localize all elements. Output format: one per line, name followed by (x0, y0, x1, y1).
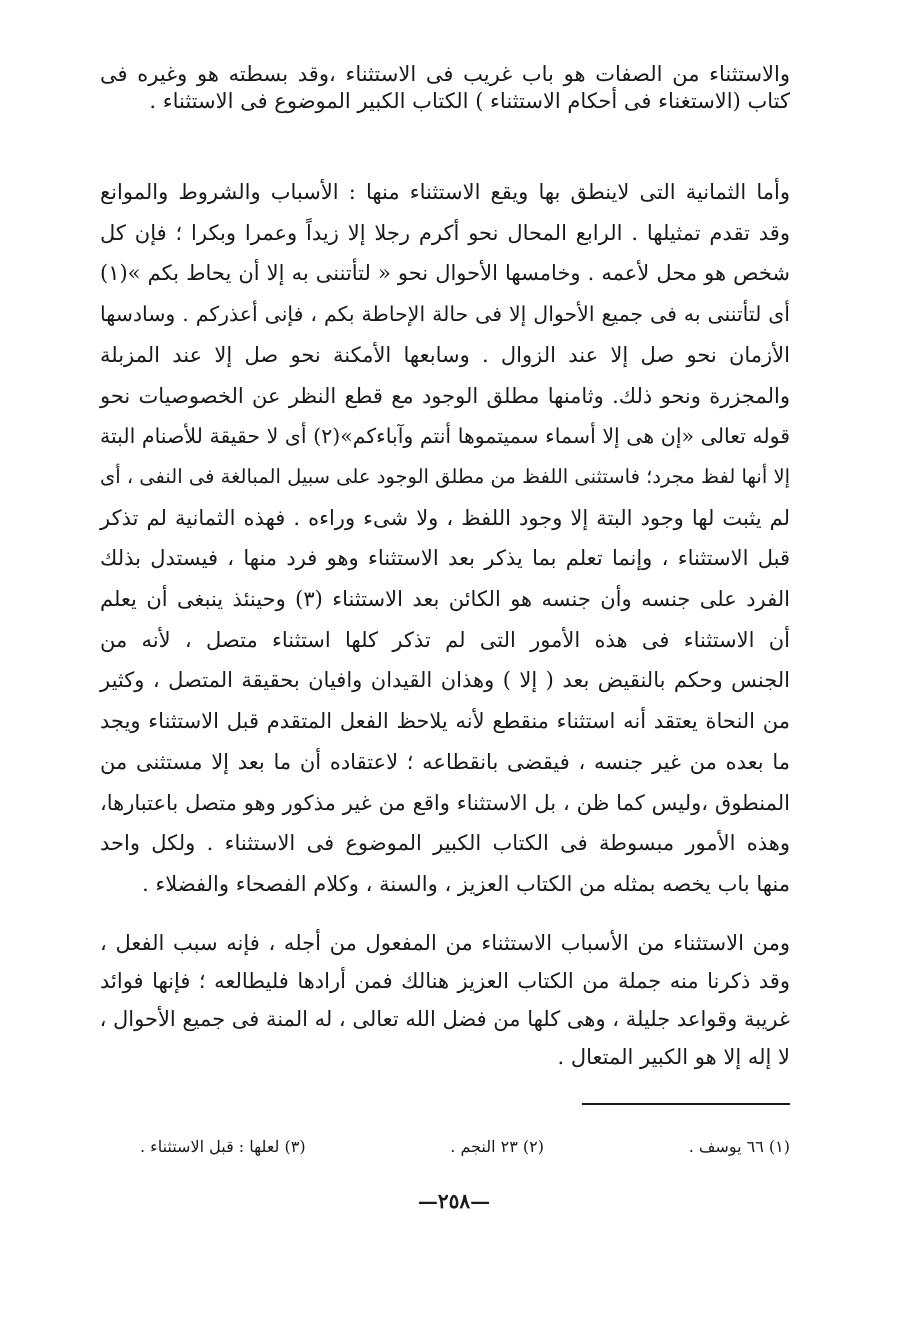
text-line: ما بعده من غير جنسه ، فيقضى بانقطاعه ؛ لاعتقاده أن ما بعد إلا مستثنى من (100, 749, 790, 774)
footnote-2: (٢) ٢٣ النجم . (450, 1137, 545, 1156)
text-line: الفرد على جنسه وأن جنسه هو الكائن بعد الاستثناء (٣) وحينئذ ينبغى أن يعلم (100, 587, 790, 612)
text-line: المنطوق ،وليس كما ظن ، بل الاستثناء واقع من غير مذكور وهو متصل باعتبارها، (100, 790, 790, 815)
text-line: الأزمان نحو صل إلا عند الزوال . وسابعها الأمكنة نحو صل إلا عند المزبلة (100, 342, 790, 367)
text-line: أن الاستثناء فى هذه الأمور التى لم تذكر كلها استثناء متصل ، لأنه من (100, 627, 790, 652)
paragraph-1 (100, 61, 790, 115)
text-line: إلا أنها لفظ مجرد؛ فاستثنى اللفظ من مطلق الوجود على سبيل المبالغة فى النفى ، أى (99, 464, 790, 488)
text-line: من النحاة يعتقد أنه استثناء منقطع لأنه يلاحظ الفعل المتقدم قبل الاستثناء ويجد (100, 709, 790, 734)
text-line: شخص هو محل لأعمه . وخامسها الأحوال نحو « لتأتننى به إلا أن يحاط بكم »(١) (100, 261, 790, 286)
text-line: لا إله إلا هو الكبير المتعال . (557, 1045, 790, 1069)
text-line: وقد ذكرنا منه جملة من الكتاب العزيز هنالك فمن أرادها فليطالعه ؛ فإنها فوائد (100, 969, 790, 993)
text-line: الجنس وحكم بالنقيض بعد ( إلا ) وهذان القيدان وافيان بحقيقة المتصل ، وكثير (100, 668, 790, 693)
text-line: والاستثناء من الصفات هو باب غريب فى الاستثناء ،وقد بسطته هو وغيره فى (100, 62, 790, 86)
text-line: ومن الاستثناء من الأسباب الاستثناء من المفعول من أجله ، فإنه سبب الفعل ، (100, 931, 790, 955)
text-line: وقد تقدم تمثيلها . الرابع المحال نحو أكرم رجلا إلا زيداً وعمرا وبكرا ؛ فإن كل (100, 220, 790, 245)
text-line: قبل الاستثناء ، وإنما تعلم بما يذكر بعد الاستثناء وهو فرد منها ، فيستدل بذلك (100, 546, 790, 571)
text-line: وهذه الأمور مبسوطة فى الكتاب الكبير الموضوع فى الاستثناء . ولكل واحد (100, 831, 791, 856)
paragraph-3 (100, 924, 790, 1076)
text-line: لم يثبت لها وجود البتة إلا وجود اللفظ ، ولا شىء وراءه . فهذه الثمانية لم تذكر (100, 505, 790, 530)
text-line: وأما الثمانية التى لاينطق بها ويقع الاستثناء منها : الأسباب والشروط والموانع (100, 180, 790, 204)
footnote-1: (١) ٦٦ يوسف . (688, 1137, 790, 1156)
footnotes (140, 1135, 790, 1159)
page-number: —٢٥٨— (417, 1189, 491, 1213)
text-line: منها باب يخصه بمثله من الكتاب العزيز ، والسنة ، وكلام الفصحاء والفضلاء . (142, 871, 790, 896)
text-line: غريبة وقواعد جليلة ، وهى كلها من فضل الله تعالى ، له المنة فى جميع الأحوال ، (99, 1007, 790, 1031)
footnote-3: (٣) لعلها : قبل الاستثناء . (140, 1137, 306, 1156)
text-line: كتاب (الاستغناء فى أحكام الاستثناء ) الكتاب الكبير الموضوع فى الاستثناء . (149, 89, 790, 113)
footnote-divider (582, 1103, 790, 1105)
text-line: والمجزرة ونحو ذلك. وثامنها مطلق الوجود مع قطع النظر عن الخصوصيات نحو (100, 383, 790, 408)
text-line: قوله تعالى «إن هى إلا أسماء سميتموها أنتم وآباءكم»(٢) أى لا حقيقة للأصنام البتة (100, 424, 790, 449)
paragraph-2 (100, 172, 790, 905)
text-line: أى لتأتننى به فى جميع الأحوال إلا فى حالة الإحاطة بكم ، فإنى أعذركم . وسادسها (100, 302, 790, 327)
